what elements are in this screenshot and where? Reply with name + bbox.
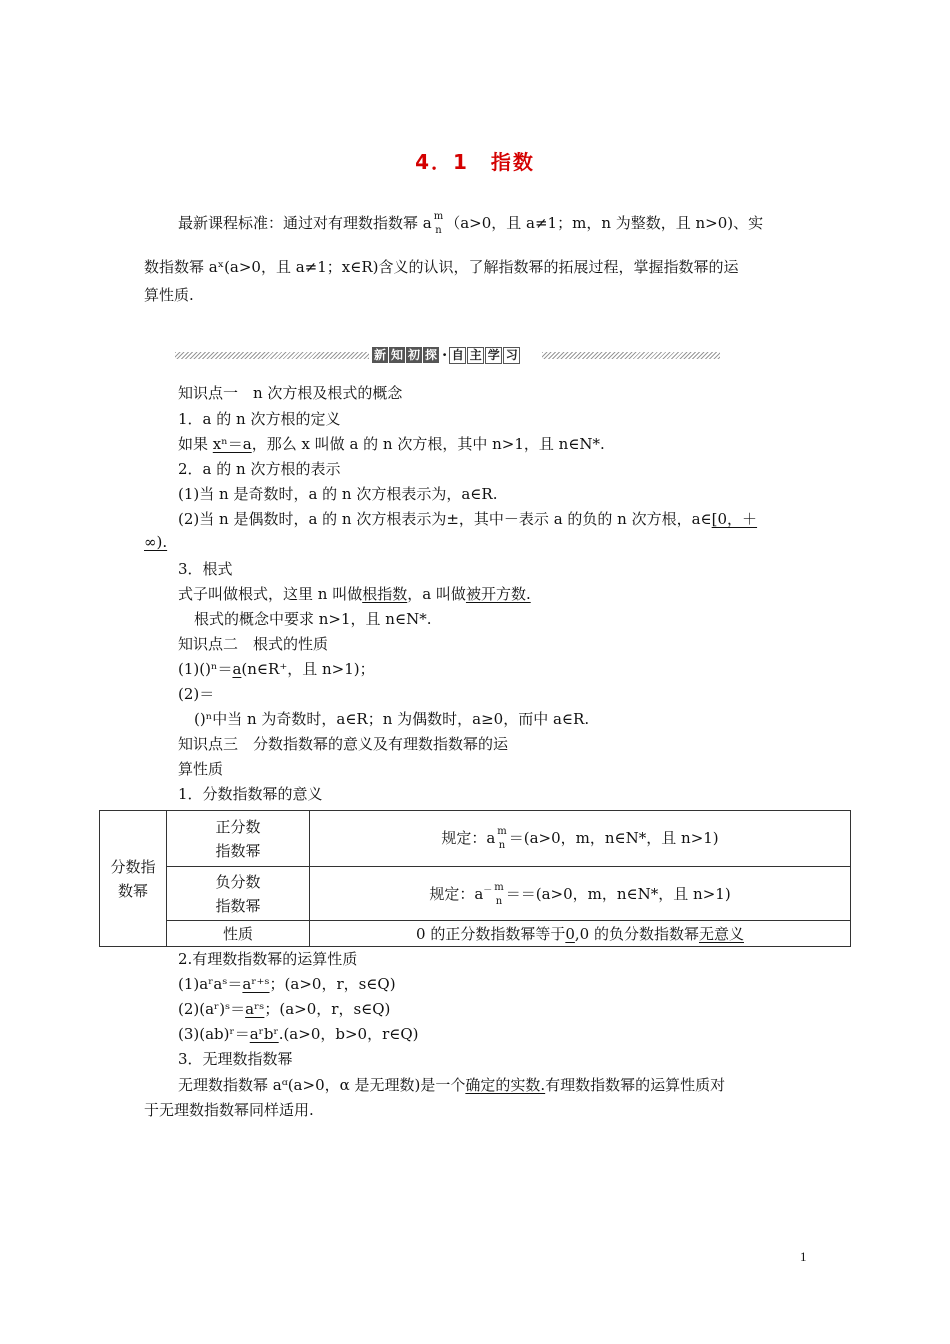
banner-char: 新: [373, 348, 386, 362]
banner-rule-right: [542, 352, 720, 359]
k3-heading: 知识点三 分数指数幂的意义及有理数指数幂的运: [178, 735, 509, 753]
answer-blank: a: [232, 660, 242, 678]
table-label-positive: 正分数 指数幂: [167, 811, 310, 867]
standard-label: 最新课程标准：: [178, 214, 284, 232]
k1-radical: 式子叫做根式，这里 n 叫做根指数，a 叫做被开方数.: [178, 585, 531, 603]
k2-p2: (2)＝: [178, 685, 215, 703]
answer-blank: 0: [565, 924, 575, 943]
table-row-header: 分数指 数幂: [100, 811, 167, 947]
k1-s2: 2．a 的 n 次方根的表示: [178, 460, 341, 478]
standard-line-3: 算性质.: [144, 286, 194, 304]
k1-even-cont: [144, 533, 167, 551]
k3-heading-cont: 算性质: [178, 760, 224, 778]
table-cell-positive: 规定：a m n ＝(a>0，m，n∈N*，且 n>1): [310, 811, 851, 867]
standard-line-2: 数指数幂 aˣ(a>0，且 a≠1；x∈R)含义的认识，了解指数幂的拓展过程，掌握指数幂的运: [144, 258, 739, 276]
k3-s1: 1．分数指数幂的意义: [178, 785, 323, 803]
k2-p3: ()ⁿ中当 n 为奇数时，a∈R；n 为偶数时，a≥0，而中 a∈R.: [194, 710, 590, 728]
fraction: m n: [494, 881, 504, 907]
standard-text-1: 通过对有理数指数幂 a: [283, 214, 432, 232]
k3-op1: (1)aʳaˢ＝aʳ⁺ˢ；(a>0，r，s∈Q): [178, 975, 396, 993]
answer-blank: xⁿ＝a: [212, 435, 252, 453]
answer-blank: [0，＋: [711, 510, 758, 528]
answer-blank: aʳˢ: [245, 1000, 265, 1018]
standard-line-1: [178, 210, 763, 238]
answer-blank: ∞).: [144, 533, 168, 551]
answer-blank: 确定的实数.: [465, 1076, 546, 1094]
fraction: m n: [497, 825, 507, 851]
k1-even: (2)当 n 是偶数时，a 的 n 次方根表示为±，其中－表示 a 的负的 n 次方根，a∈[0，＋: [178, 510, 758, 528]
k3-irrational: 无理数指数幂 aᵅ(a>0，α 是无理数)是一个确定的实数.有理数指数幂的运算性质对: [178, 1076, 726, 1094]
k3-irrational-cont: 于无理数指数幂同样适用.: [144, 1101, 314, 1119]
answer-blank: 无意义: [698, 924, 744, 943]
answer-blank: 根指数: [362, 585, 408, 603]
banner-char: 自: [449, 347, 466, 364]
answer-blank: aʳ⁺ˢ: [242, 975, 270, 993]
banner-char: 初: [407, 348, 420, 362]
k1-heading: 知识点一 n 次方根及根式的概念: [178, 384, 403, 402]
k1-s1: 1．a 的 n 次方根的定义: [178, 410, 341, 428]
page-number: 1: [800, 1249, 807, 1264]
banner-separator: ·: [442, 346, 448, 364]
k2-heading: 知识点二 根式的性质: [178, 635, 329, 653]
k3-s2: 2.有理数指数幂的运算性质: [178, 950, 358, 968]
table-label-negative: 负分数 指数幂: [167, 867, 310, 921]
banner-char: 探: [424, 348, 437, 362]
fraction: m n: [433, 211, 444, 236]
table-cell-negative: 规定：a－ m n ＝＝(a>0，m，n∈N*，且 n>1): [310, 867, 851, 921]
table-cell-property: 0 的正分数指数幂等于0,0 的负分数指数幂无意义: [310, 921, 851, 947]
banner-rule-left: [175, 352, 369, 359]
banner-char: 学: [485, 347, 502, 364]
answer-blank: aʳbʳ: [249, 1025, 279, 1043]
banner-char: 主: [467, 347, 484, 364]
standard-text-1b: （a>0，且 a≠1；m，n 为整数，且 n>0)、实: [445, 214, 764, 232]
k2-p1: (1)()ⁿ＝a(n∈R⁺，且 n>1)；: [178, 660, 375, 678]
section-banner: [372, 346, 521, 364]
fractional-exponent-table: [99, 810, 851, 947]
k3-s3: 3．无理数指数幂: [178, 1050, 293, 1068]
k1-note: 根式的概念中要求 n>1，且 n∈N*.: [194, 610, 432, 628]
page-title: 4．1 指数: [415, 150, 535, 174]
answer-blank: 被开方数.: [465, 585, 531, 603]
k1-definition: 如果 xⁿ＝a，那么 x 叫做 a 的 n 次方根，其中 n>1，且 n∈N*.: [178, 435, 605, 453]
table-label-property: 性质: [167, 921, 310, 947]
k1-s3: 3．根式: [178, 560, 233, 578]
k3-op3: (3)(ab)ʳ＝aʳbʳ.(a>0，b>0，r∈Q): [178, 1025, 419, 1043]
k1-odd: (1)当 n 是奇数时，a 的 n 次方根表示为，a∈R.: [178, 485, 498, 503]
k3-op2: (2)(aʳ)ˢ＝aʳˢ；(a>0，r，s∈Q): [178, 1000, 391, 1018]
banner-char: 知: [390, 348, 403, 362]
banner-char: 习: [503, 347, 520, 364]
